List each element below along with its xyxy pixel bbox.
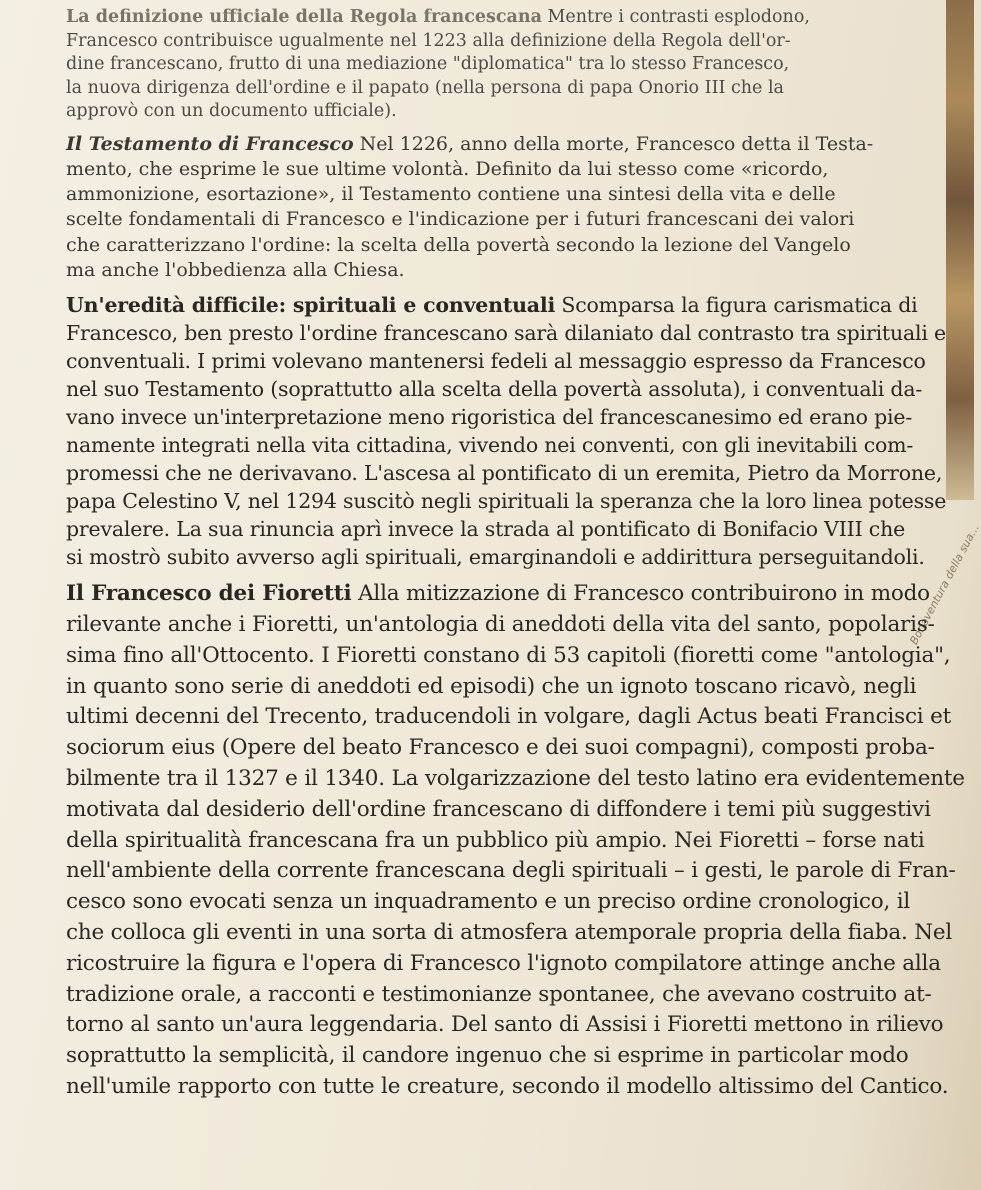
text-line: conventuali. I primi volevano mantenersi fedeli al messaggio espresso da Francesco — [66, 349, 926, 374]
text-line: Francesco, ben presto l'ordine francescano sarà dilaniato dal contrasto tra spirituali e — [66, 321, 946, 346]
text-line: ammonizione, esortazione», il Testamento contiene una sintesi della vita e delle — [66, 183, 836, 206]
text-line: motivata dal desiderio dell'ordine francescano di diffondere i temi più suggestivi — [66, 796, 931, 822]
paragraph-heading: La definizione ufficiale della Regola francescana — [66, 7, 542, 27]
text-line: cesco sono evocati senza un inquadramento e un preciso ordine cronologico, il — [66, 889, 911, 915]
text-column — [66, 6, 965, 1103]
text-line: ma anche l'obbedienza alla Chiesa. — [66, 258, 405, 281]
text-line: che caratterizzano l'ordine: la scelta della povertà secondo la lezione del Vangelo — [66, 233, 851, 256]
text-line: papa Celestino V, nel 1294 suscitò negli spirituali la speranza che la loro linea potesse — [66, 489, 947, 514]
text-line: rilevante anche i Fioretti, un'antologia di aneddoti della vita del santo, popolaris- — [66, 612, 935, 638]
text-line: ricostruire la figura e l'opera di Francesco l'ignoto compilatore attinge anche alla — [66, 950, 941, 976]
text-line: vano invece un'interpretazione meno rigoristica del francescanesimo ed erano pie- — [66, 405, 913, 430]
text-line: dine francescano, frutto di una mediazione "diplomatica" tra lo stesso Francesco, — [66, 54, 790, 74]
text-line: Il Testamento di Francesco Nel 1226, anno della morte, Francesco detta il Testa- — [66, 132, 874, 155]
paragraph-testamento — [66, 132, 946, 284]
text-line: Un'eredità difficile: spirituali e conventuali Scomparsa la figura carismatica di — [66, 293, 918, 318]
text-line: tradizione orale, a racconti e testimonianze spontanee, che avevano costruito at- — [66, 981, 932, 1007]
text-line: promessi che ne derivavano. L'ascesa al pontificato di un eremita, Pietro da Morrone, — [66, 461, 943, 486]
text-line: la nuova dirigenza dell'ordine e il papato (nella persona di papa Onorio III che la — [66, 77, 784, 98]
text-line: in quanto sono serie di aneddoti ed episodi) che un ignoto toscano ricavò, negli — [66, 673, 917, 699]
text-line: sociorum eius (Opere del beato Francesco e dei suoi compagni), composti proba- — [66, 735, 935, 761]
text-line: si mostrò subito avverso agli spirituali, emarginandoli e addirittura perseguitandoli. — [66, 545, 925, 570]
text-line: ultimi decenni del Trecento, traducendoli in volgare, dagli Actus beati Francisci et — [66, 704, 952, 730]
text-line: torno al santo un'aura leggendaria. Del santo di Assisi i Fioretti mettono in rilievo — [66, 1012, 944, 1038]
text-line: prevalere. La sua rinuncia aprì invece la strada al pontificato di Bonifacio VIII che — [66, 517, 906, 542]
paragraph-heading: Il Testamento di Francesco — [66, 132, 354, 155]
paragraph-heading: Un'eredità difficile: spirituali e conventuali — [66, 293, 556, 318]
text-line: mento, che esprime le sue ultime volontà. Definito da lui stesso come «ricordo, — [66, 157, 829, 180]
text-line: approvò con un documento ufficiale). — [66, 101, 397, 121]
text-line: della spiritualità francescana fra un pubblico più ampio. Nei Fioretti – forse nati — [66, 827, 925, 853]
text-line: soprattutto la semplicità, il candore ingenuo che si esprime in particolar modo — [66, 1043, 909, 1069]
paragraph-heading: Il Francesco dei Fioretti — [66, 581, 352, 607]
text-line: che colloca gli eventi in una sorta di atmosfera atemporale propria della fiaba. Nel — [66, 920, 953, 946]
margin-illustration — [946, 0, 974, 500]
paragraph-regola — [66, 6, 946, 124]
text-line: nell'ambiente della corrente francescana degli spirituali – i gesti, le parole di Fran- — [66, 858, 956, 884]
paragraph-fioretti — [66, 579, 965, 1103]
text-line: namente integrati nella vita cittadina, vivendo nei conventi, con gli inevitabili com- — [66, 433, 914, 458]
text-line: nel suo Testamento (soprattutto alla scelta della povertà assoluta), i conventuali da- — [66, 377, 923, 402]
text-line: La definizione ufficiale della Regola francescana Mentre i contrasti esplodono, — [66, 7, 810, 27]
paragraph-eredita — [66, 291, 946, 571]
text-line: nell'umile rapporto con tutte le creature, secondo il modello altissimo del Cantico. — [66, 1074, 949, 1100]
text-line: scelte fondamentali di Francesco e l'indicazione per i futuri francescani dei valori — [66, 208, 855, 231]
text-line: Francesco contribuisce ugualmente nel 1223 alla definizione della Regola dell'or- — [66, 30, 791, 51]
text-line: Il Francesco dei Fioretti Alla mitizzazione di Francesco contribuirono in modo — [66, 581, 930, 607]
margin-caption: Bonaventura della sua... — [906, 522, 981, 647]
text-line: bilmente tra il 1327 e il 1340. La volgarizzazione del testo latino era evidentemente — [66, 766, 965, 792]
text-line: sima fino all'Ottocento. I Fioretti constano di 53 capitoli (fioretti come "antologia", — [66, 642, 951, 668]
